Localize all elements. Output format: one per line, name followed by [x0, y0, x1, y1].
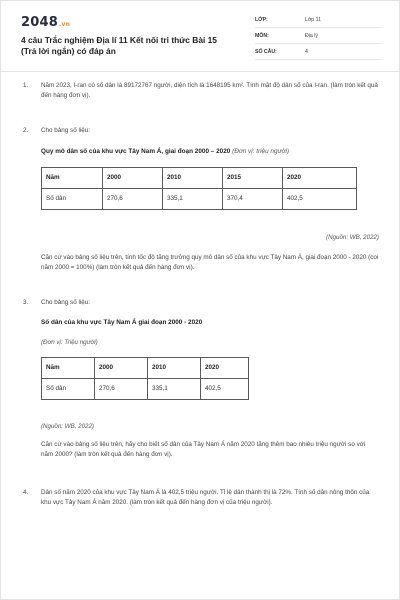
meta-key: MÔN: [255, 33, 269, 39]
question-text: Năm 2023, I-ran có số dân là 89172767 người, diện tích là 1648195 km². Tính mật độ dân số của I-ran. (làm tròn kết quả đến hàng đơn vị). [41, 82, 378, 99]
table-cell: 270,6 [103, 189, 163, 210]
question-text: Căn cứ vào bảng số liệu trên, tính tốc độ tăng trưởng quy mô dân số của khu vực Tây Nam Á, giai đoạn 2000 - 2020 (coi năm 2000 = 100%) (làm tròn kết quả đến hàng đơn vị). [41, 254, 379, 271]
table-header-cell: Năm [42, 168, 103, 189]
table-row-label: Số dân [42, 379, 95, 400]
table-header-cell: 2020 [283, 168, 357, 189]
site-logo[interactable] [21, 15, 70, 30]
table-header-cell: Năm [42, 358, 95, 379]
meta-row-subject [255, 31, 381, 44]
table-unit: (Đơn vị: Triệu người) [41, 339, 98, 346]
meta-box [255, 15, 381, 63]
table-cell: 370,4 [223, 189, 283, 210]
document-header [21, 11, 381, 65]
meta-value: Địa lý [305, 33, 318, 39]
meta-value: 4 [305, 49, 308, 55]
table-title [41, 147, 289, 157]
logo-main-text: 2048 [21, 15, 58, 30]
question-4 [23, 488, 379, 520]
question-text: Căn cứ vào bảng số liệu trên, hãy cho biết số dân của Tây Nam Á năm 2020 tăng thêm bao nhiêu triệu người so với năm 2000? (làm tròn kết quả đến hàng đơn vị). [41, 441, 366, 458]
logo-suffix-text: .vn [58, 21, 71, 28]
table-cell: 402,5 [201, 379, 249, 400]
table-cell: 402,5 [283, 189, 357, 210]
table-cell: 270,6 [95, 379, 148, 400]
table-cell: 335,1 [148, 379, 201, 400]
meta-key: LỚP: [255, 17, 268, 23]
document-title: 4 câu Trắc nghiệm Địa lí 11 Kết nối tri thức Bài 15 (Trả lời ngắn) có đáp án [21, 35, 217, 56]
table-header-row [42, 358, 249, 379]
table-header-cell: 2000 [95, 358, 148, 379]
header-divider [1, 71, 399, 72]
question-number: 3. [23, 299, 29, 306]
table-row [42, 189, 357, 210]
meta-key: SỐ CÂU: [255, 49, 277, 55]
table-source: (Nguồn: WB, 2022) [326, 234, 379, 241]
table-title: Số dân của khu vực Tây Nam Á giai đoạn 2000 - 2020 [41, 319, 203, 326]
table-row-label: Số dân [42, 189, 103, 210]
table-unit: (Đơn vị: triệu người) [232, 148, 289, 155]
meta-row-grade [255, 15, 381, 28]
question-intro: Cho bảng số liệu: [41, 127, 91, 134]
meta-value: Lớp 11 [305, 17, 321, 23]
table-source: (Nguồn: WB, 2022) [41, 423, 94, 430]
question-3 [23, 298, 379, 468]
question-text: Dân số năm 2020 của khu vực Tây Nam Á là 402,5 triệu người. Tỉ lệ dân thành thị là 72%. Tính số dân nông thôn của khu vực Tây Nam Á năm 2020. (làm tròn kết quả đến hàng đơn vị của triệu người). [41, 489, 370, 506]
table-header-row [42, 168, 357, 189]
question-2 [23, 126, 379, 286]
question-intro: Cho bảng số liệu: [41, 299, 91, 306]
data-table [41, 167, 357, 210]
table-row [42, 379, 249, 400]
question-number: 2. [23, 127, 29, 134]
question-1 [23, 81, 379, 103]
table-header-cell: 2010 [148, 358, 201, 379]
table-header-cell: 2010 [163, 168, 223, 189]
table-header-cell: 2000 [103, 168, 163, 189]
table-title-text: Quy mô dân số của khu vực Tây Nam Á, giai đoạn 2000 – 2020 [41, 148, 231, 155]
table-header-cell: 2020 [201, 358, 249, 379]
table-header-cell: 2015 [223, 168, 283, 189]
data-table [41, 357, 249, 400]
question-number: 1. [23, 82, 29, 89]
question-number: 4. [23, 489, 29, 496]
meta-row-question-count [255, 47, 381, 60]
table-cell: 335,1 [163, 189, 223, 210]
